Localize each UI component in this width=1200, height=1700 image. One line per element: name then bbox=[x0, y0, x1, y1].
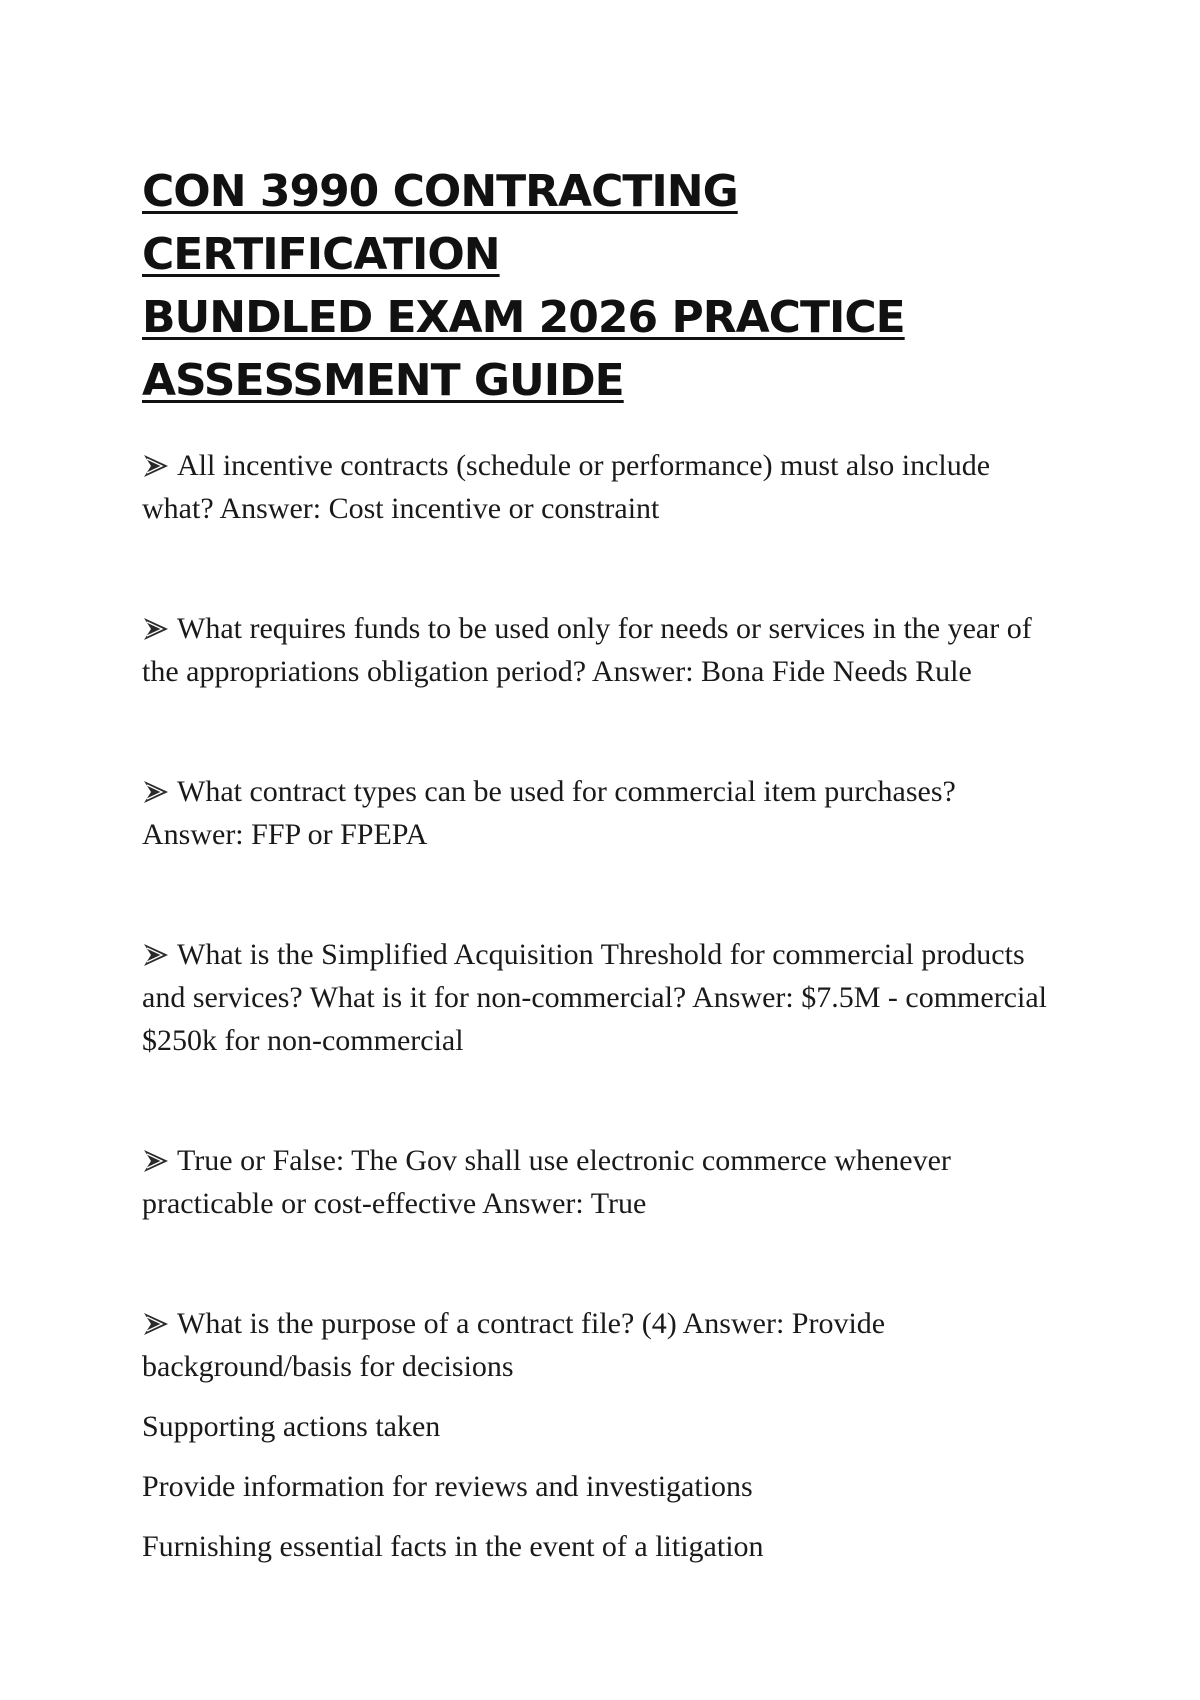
title-line: BUNDLED EXAM 2026 PRACTICE bbox=[142, 292, 905, 343]
question-text: All incentive contracts (schedule or performance) must also include what? Answer: Cost incentive or constraint bbox=[142, 449, 991, 525]
question-list bbox=[142, 444, 1062, 1568]
arrowhead-bullet-icon bbox=[142, 1148, 170, 1174]
document-title bbox=[142, 160, 1062, 412]
question-item bbox=[142, 607, 1062, 693]
arrowhead-bullet-icon bbox=[142, 942, 170, 968]
question-text: What is the Simplified Acquisition Threshold for commercial products and services? What is it for non-commercial? Answer: $7.5M - commercial $250k for non-commercial bbox=[142, 938, 1047, 1057]
answer-line: Furnishing essential facts in the event of a litigation bbox=[142, 1530, 764, 1563]
question-item bbox=[142, 444, 1062, 530]
title-line: ASSESSMENT GUIDE bbox=[142, 355, 624, 406]
question-item bbox=[142, 933, 1062, 1062]
arrowhead-bullet-icon bbox=[142, 616, 170, 642]
title-line: CON 3990 CONTRACTING CERTIFICATION bbox=[142, 166, 738, 280]
answer-line: Provide information for reviews and investigations bbox=[142, 1470, 753, 1503]
arrowhead-bullet-icon bbox=[142, 779, 170, 805]
question-item bbox=[142, 1139, 1062, 1225]
answer-line: Supporting actions taken bbox=[142, 1410, 441, 1443]
question-text: What contract types can be used for commercial item purchases? Answer: FFP or FPEPA bbox=[142, 775, 956, 851]
question-text: What requires funds to be used only for needs or services in the year of the appropriations obligation period? Answer: Bona Fide Needs Rule bbox=[142, 612, 1032, 688]
arrowhead-bullet-icon bbox=[142, 453, 170, 479]
question-item bbox=[142, 770, 1062, 856]
question-text: What is the purpose of a contract file? (4) Answer: Provide background/basis for decisions bbox=[142, 1307, 886, 1383]
document-page bbox=[142, 160, 1062, 1568]
question-item bbox=[142, 1302, 1062, 1568]
question-text: True or False: The Gov shall use electronic commerce whenever practicable or cost-effective Answer: True bbox=[142, 1144, 951, 1220]
arrowhead-bullet-icon bbox=[142, 1311, 170, 1337]
